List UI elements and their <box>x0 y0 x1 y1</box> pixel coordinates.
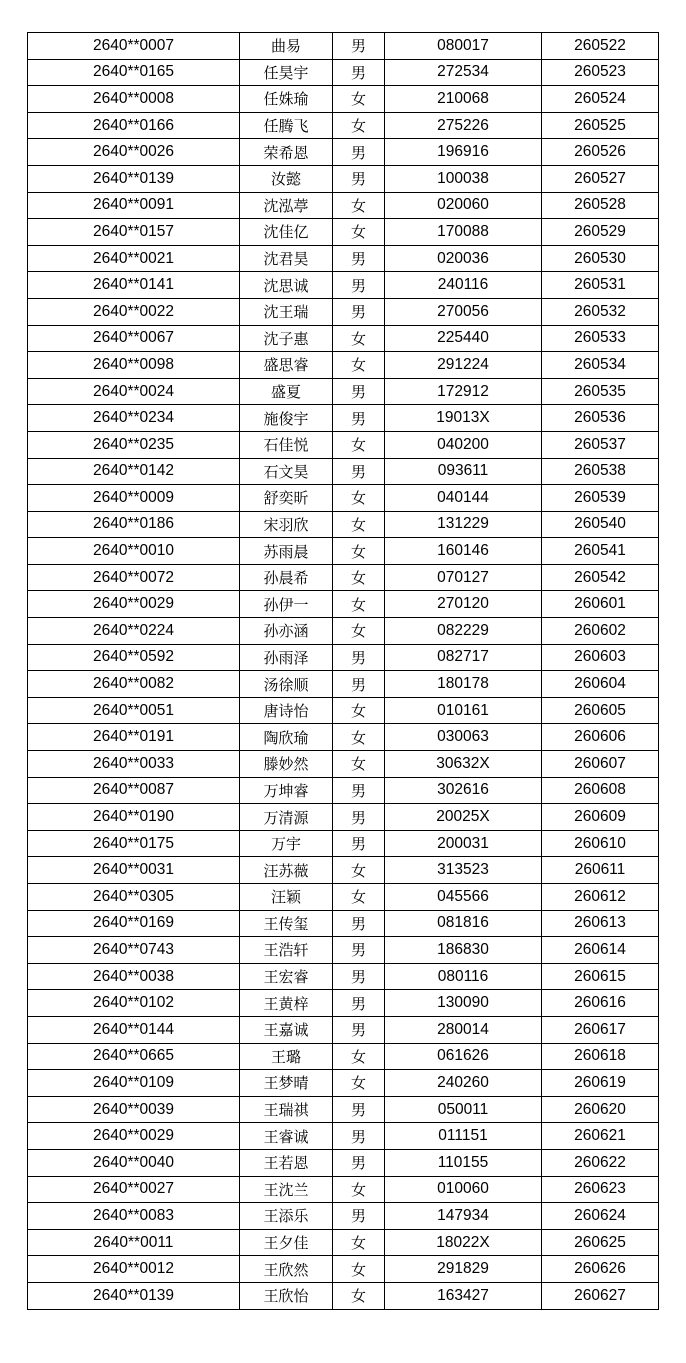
gender-cell: 女 <box>333 325 385 352</box>
id-suffix-cell: 080116 <box>385 963 542 990</box>
id-suffix-cell: 131229 <box>385 511 542 538</box>
id-suffix-cell: 061626 <box>385 1043 542 1070</box>
name-cell: 舒奕昕 <box>240 485 333 512</box>
code-cell: 260611 <box>542 857 659 884</box>
id-suffix-cell: 200031 <box>385 830 542 857</box>
table-row <box>28 405 659 432</box>
code-cell: 260605 <box>542 697 659 724</box>
masked-id-cell: 2640**0175 <box>28 830 240 857</box>
name-cell: 孙亦涵 <box>240 618 333 645</box>
code-cell: 260627 <box>542 1282 659 1309</box>
name-cell: 曲易 <box>240 33 333 60</box>
gender-cell: 男 <box>333 937 385 964</box>
masked-id-cell: 2640**0022 <box>28 298 240 325</box>
table-row <box>28 884 659 911</box>
roster-body <box>28 33 659 1310</box>
table-row <box>28 1229 659 1256</box>
table-row <box>28 538 659 565</box>
name-cell: 王沈兰 <box>240 1176 333 1203</box>
code-cell: 260534 <box>542 352 659 379</box>
masked-id-cell: 2640**0051 <box>28 697 240 724</box>
gender-cell: 男 <box>333 1203 385 1230</box>
table-row <box>28 751 659 778</box>
name-cell: 沈王瑞 <box>240 298 333 325</box>
name-cell: 汝懿 <box>240 165 333 192</box>
gender-cell: 女 <box>333 86 385 113</box>
id-suffix-cell: 100038 <box>385 165 542 192</box>
table-row <box>28 1043 659 1070</box>
id-suffix-cell: 19013X <box>385 405 542 432</box>
masked-id-cell: 2640**0139 <box>28 165 240 192</box>
gender-cell: 男 <box>333 644 385 671</box>
table-row <box>28 112 659 139</box>
id-suffix-cell: 272534 <box>385 59 542 86</box>
table-row <box>28 272 659 299</box>
table-row <box>28 192 659 219</box>
table-row <box>28 511 659 538</box>
table-row <box>28 564 659 591</box>
name-cell: 王瑞祺 <box>240 1096 333 1123</box>
id-suffix-cell: 040144 <box>385 485 542 512</box>
name-cell: 沈泓葶 <box>240 192 333 219</box>
id-suffix-cell: 210068 <box>385 86 542 113</box>
id-suffix-cell: 302616 <box>385 777 542 804</box>
table-row <box>28 671 659 698</box>
masked-id-cell: 2640**0027 <box>28 1176 240 1203</box>
table-row <box>28 1123 659 1150</box>
table-row <box>28 431 659 458</box>
name-cell: 沈思诚 <box>240 272 333 299</box>
code-cell: 260541 <box>542 538 659 565</box>
id-suffix-cell: 080017 <box>385 33 542 60</box>
gender-cell: 男 <box>333 59 385 86</box>
table-row <box>28 86 659 113</box>
masked-id-cell: 2640**0098 <box>28 352 240 379</box>
code-cell: 260536 <box>542 405 659 432</box>
code-cell: 260523 <box>542 59 659 86</box>
gender-cell: 女 <box>333 352 385 379</box>
code-cell: 260608 <box>542 777 659 804</box>
code-cell: 260527 <box>542 165 659 192</box>
gender-cell: 女 <box>333 1070 385 1097</box>
name-cell: 沈佳亿 <box>240 219 333 246</box>
code-cell: 260612 <box>542 884 659 911</box>
name-cell: 石佳悦 <box>240 431 333 458</box>
id-suffix-cell: 240260 <box>385 1070 542 1097</box>
gender-cell: 男 <box>333 378 385 405</box>
gender-cell: 男 <box>333 1096 385 1123</box>
code-cell: 260616 <box>542 990 659 1017</box>
masked-id-cell: 2640**0072 <box>28 564 240 591</box>
gender-cell: 男 <box>333 458 385 485</box>
gender-cell: 女 <box>333 192 385 219</box>
masked-id-cell: 2640**0038 <box>28 963 240 990</box>
masked-id-cell: 2640**0012 <box>28 1256 240 1283</box>
gender-cell: 男 <box>333 804 385 831</box>
gender-cell: 女 <box>333 538 385 565</box>
gender-cell: 男 <box>333 1149 385 1176</box>
masked-id-cell: 2640**0157 <box>28 219 240 246</box>
masked-id-cell: 2640**0008 <box>28 86 240 113</box>
name-cell: 孙伊一 <box>240 591 333 618</box>
name-cell: 王若恩 <box>240 1149 333 1176</box>
code-cell: 260617 <box>542 1016 659 1043</box>
id-suffix-cell: 082229 <box>385 618 542 645</box>
id-suffix-cell: 050011 <box>385 1096 542 1123</box>
gender-cell: 女 <box>333 618 385 645</box>
id-suffix-cell: 225440 <box>385 325 542 352</box>
name-cell: 盛夏 <box>240 378 333 405</box>
gender-cell: 女 <box>333 884 385 911</box>
name-cell: 万清源 <box>240 804 333 831</box>
gender-cell: 男 <box>333 245 385 272</box>
name-cell: 唐诗怡 <box>240 697 333 724</box>
gender-cell: 女 <box>333 112 385 139</box>
gender-cell: 男 <box>333 671 385 698</box>
table-row <box>28 458 659 485</box>
id-suffix-cell: 186830 <box>385 937 542 964</box>
code-cell: 260531 <box>542 272 659 299</box>
code-cell: 260603 <box>542 644 659 671</box>
table-row <box>28 910 659 937</box>
gender-cell: 男 <box>333 963 385 990</box>
id-suffix-cell: 240116 <box>385 272 542 299</box>
code-cell: 260615 <box>542 963 659 990</box>
masked-id-cell: 2640**0166 <box>28 112 240 139</box>
name-cell: 王浩轩 <box>240 937 333 964</box>
code-cell: 260526 <box>542 139 659 166</box>
masked-id-cell: 2640**0091 <box>28 192 240 219</box>
masked-id-cell: 2640**0142 <box>28 458 240 485</box>
table-row <box>28 1016 659 1043</box>
code-cell: 260624 <box>542 1203 659 1230</box>
name-cell: 任姝瑜 <box>240 86 333 113</box>
masked-id-cell: 2640**0235 <box>28 431 240 458</box>
roster-table <box>27 32 659 1310</box>
id-suffix-cell: 070127 <box>385 564 542 591</box>
table-row <box>28 1256 659 1283</box>
table-row <box>28 378 659 405</box>
masked-id-cell: 2640**0102 <box>28 990 240 1017</box>
masked-id-cell: 2640**0144 <box>28 1016 240 1043</box>
table-row <box>28 830 659 857</box>
id-suffix-cell: 313523 <box>385 857 542 884</box>
table-row <box>28 33 659 60</box>
masked-id-cell: 2640**0021 <box>28 245 240 272</box>
table-row <box>28 618 659 645</box>
id-suffix-cell: 011151 <box>385 1123 542 1150</box>
name-cell: 汤徐顺 <box>240 671 333 698</box>
id-suffix-cell: 040200 <box>385 431 542 458</box>
name-cell: 万宇 <box>240 830 333 857</box>
name-cell: 王传玺 <box>240 910 333 937</box>
masked-id-cell: 2640**0010 <box>28 538 240 565</box>
name-cell: 任昊宇 <box>240 59 333 86</box>
gender-cell: 女 <box>333 1229 385 1256</box>
code-cell: 260621 <box>542 1123 659 1150</box>
name-cell: 王夕佳 <box>240 1229 333 1256</box>
id-suffix-cell: 010060 <box>385 1176 542 1203</box>
code-cell: 260625 <box>542 1229 659 1256</box>
code-cell: 260602 <box>542 618 659 645</box>
name-cell: 王嘉诚 <box>240 1016 333 1043</box>
id-suffix-cell: 045566 <box>385 884 542 911</box>
id-suffix-cell: 20025X <box>385 804 542 831</box>
masked-id-cell: 2640**0083 <box>28 1203 240 1230</box>
id-suffix-cell: 196916 <box>385 139 542 166</box>
table-row <box>28 857 659 884</box>
code-cell: 260614 <box>542 937 659 964</box>
id-suffix-cell: 270056 <box>385 298 542 325</box>
code-cell: 260535 <box>542 378 659 405</box>
masked-id-cell: 2640**0169 <box>28 910 240 937</box>
table-row <box>28 937 659 964</box>
code-cell: 260538 <box>542 458 659 485</box>
gender-cell: 女 <box>333 1043 385 1070</box>
masked-id-cell: 2640**0087 <box>28 777 240 804</box>
code-cell: 260622 <box>542 1149 659 1176</box>
masked-id-cell: 2640**0067 <box>28 325 240 352</box>
masked-id-cell: 2640**0139 <box>28 1282 240 1309</box>
masked-id-cell: 2640**0191 <box>28 724 240 751</box>
id-suffix-cell: 18022X <box>385 1229 542 1256</box>
masked-id-cell: 2640**0592 <box>28 644 240 671</box>
code-cell: 260619 <box>542 1070 659 1097</box>
gender-cell: 男 <box>333 1123 385 1150</box>
table-row <box>28 139 659 166</box>
masked-id-cell: 2640**0039 <box>28 1096 240 1123</box>
code-cell: 260618 <box>542 1043 659 1070</box>
name-cell: 王黄梓 <box>240 990 333 1017</box>
name-cell: 王欣然 <box>240 1256 333 1283</box>
masked-id-cell: 2640**0040 <box>28 1149 240 1176</box>
table-row <box>28 990 659 1017</box>
table-row <box>28 1176 659 1203</box>
table-row <box>28 804 659 831</box>
code-cell: 260529 <box>542 219 659 246</box>
id-suffix-cell: 30632X <box>385 751 542 778</box>
table-row <box>28 298 659 325</box>
table-row <box>28 485 659 512</box>
masked-id-cell: 2640**0665 <box>28 1043 240 1070</box>
id-suffix-cell: 170088 <box>385 219 542 246</box>
name-cell: 陶欣瑜 <box>240 724 333 751</box>
gender-cell: 女 <box>333 431 385 458</box>
table-row <box>28 1149 659 1176</box>
id-suffix-cell: 081816 <box>385 910 542 937</box>
table-row <box>28 325 659 352</box>
table-row <box>28 1096 659 1123</box>
masked-id-cell: 2640**0026 <box>28 139 240 166</box>
table-row <box>28 777 659 804</box>
code-cell: 260607 <box>542 751 659 778</box>
masked-id-cell: 2640**0082 <box>28 671 240 698</box>
masked-id-cell: 2640**0743 <box>28 937 240 964</box>
name-cell: 孙雨泽 <box>240 644 333 671</box>
table-row <box>28 644 659 671</box>
gender-cell: 男 <box>333 830 385 857</box>
masked-id-cell: 2640**0109 <box>28 1070 240 1097</box>
table-row <box>28 1282 659 1309</box>
masked-id-cell: 2640**0305 <box>28 884 240 911</box>
name-cell: 施俊宇 <box>240 405 333 432</box>
code-cell: 260542 <box>542 564 659 591</box>
gender-cell: 男 <box>333 33 385 60</box>
masked-id-cell: 2640**0029 <box>28 591 240 618</box>
id-suffix-cell: 082717 <box>385 644 542 671</box>
gender-cell: 男 <box>333 777 385 804</box>
name-cell: 王宏睿 <box>240 963 333 990</box>
gender-cell: 女 <box>333 1176 385 1203</box>
name-cell: 石文昊 <box>240 458 333 485</box>
name-cell: 王梦晴 <box>240 1070 333 1097</box>
masked-id-cell: 2640**0009 <box>28 485 240 512</box>
table-row <box>28 1203 659 1230</box>
name-cell: 盛思睿 <box>240 352 333 379</box>
roster-sheet <box>27 32 658 1310</box>
name-cell: 王添乐 <box>240 1203 333 1230</box>
id-suffix-cell: 275226 <box>385 112 542 139</box>
id-suffix-cell: 180178 <box>385 671 542 698</box>
code-cell: 260620 <box>542 1096 659 1123</box>
id-suffix-cell: 172912 <box>385 378 542 405</box>
code-cell: 260609 <box>542 804 659 831</box>
gender-cell: 男 <box>333 298 385 325</box>
id-suffix-cell: 147934 <box>385 1203 542 1230</box>
masked-id-cell: 2640**0031 <box>28 857 240 884</box>
name-cell: 滕妙然 <box>240 751 333 778</box>
name-cell: 孙晨希 <box>240 564 333 591</box>
gender-cell: 男 <box>333 272 385 299</box>
table-row <box>28 59 659 86</box>
code-cell: 260604 <box>542 671 659 698</box>
gender-cell: 女 <box>333 1256 385 1283</box>
name-cell: 沈子惠 <box>240 325 333 352</box>
gender-cell: 女 <box>333 511 385 538</box>
name-cell: 王欣怡 <box>240 1282 333 1309</box>
code-cell: 260613 <box>542 910 659 937</box>
table-row <box>28 245 659 272</box>
code-cell: 260524 <box>542 86 659 113</box>
gender-cell: 男 <box>333 405 385 432</box>
code-cell: 260525 <box>542 112 659 139</box>
id-suffix-cell: 163427 <box>385 1282 542 1309</box>
name-cell: 王璐 <box>240 1043 333 1070</box>
masked-id-cell: 2640**0186 <box>28 511 240 538</box>
code-cell: 260540 <box>542 511 659 538</box>
gender-cell: 女 <box>333 219 385 246</box>
table-row <box>28 697 659 724</box>
name-cell: 沈君昊 <box>240 245 333 272</box>
code-cell: 260610 <box>542 830 659 857</box>
id-suffix-cell: 270120 <box>385 591 542 618</box>
gender-cell: 男 <box>333 910 385 937</box>
code-cell: 260528 <box>542 192 659 219</box>
id-suffix-cell: 130090 <box>385 990 542 1017</box>
masked-id-cell: 2640**0234 <box>28 405 240 432</box>
name-cell: 荣希恩 <box>240 139 333 166</box>
gender-cell: 女 <box>333 724 385 751</box>
gender-cell: 男 <box>333 139 385 166</box>
id-suffix-cell: 160146 <box>385 538 542 565</box>
id-suffix-cell: 291829 <box>385 1256 542 1283</box>
code-cell: 260539 <box>542 485 659 512</box>
code-cell: 260533 <box>542 325 659 352</box>
name-cell: 汪颖 <box>240 884 333 911</box>
code-cell: 260522 <box>542 33 659 60</box>
gender-cell: 男 <box>333 165 385 192</box>
gender-cell: 男 <box>333 1016 385 1043</box>
masked-id-cell: 2640**0029 <box>28 1123 240 1150</box>
name-cell: 宋羽欣 <box>240 511 333 538</box>
masked-id-cell: 2640**0190 <box>28 804 240 831</box>
name-cell: 苏雨晨 <box>240 538 333 565</box>
gender-cell: 男 <box>333 990 385 1017</box>
gender-cell: 女 <box>333 1282 385 1309</box>
name-cell: 任腾飞 <box>240 112 333 139</box>
id-suffix-cell: 280014 <box>385 1016 542 1043</box>
code-cell: 260626 <box>542 1256 659 1283</box>
gender-cell: 女 <box>333 697 385 724</box>
id-suffix-cell: 030063 <box>385 724 542 751</box>
name-cell: 汪苏薇 <box>240 857 333 884</box>
masked-id-cell: 2640**0007 <box>28 33 240 60</box>
code-cell: 260623 <box>542 1176 659 1203</box>
table-row <box>28 352 659 379</box>
name-cell: 万坤睿 <box>240 777 333 804</box>
id-suffix-cell: 020036 <box>385 245 542 272</box>
gender-cell: 女 <box>333 857 385 884</box>
id-suffix-cell: 093611 <box>385 458 542 485</box>
masked-id-cell: 2640**0024 <box>28 378 240 405</box>
name-cell: 王睿诚 <box>240 1123 333 1150</box>
gender-cell: 女 <box>333 485 385 512</box>
gender-cell: 女 <box>333 751 385 778</box>
code-cell: 260537 <box>542 431 659 458</box>
code-cell: 260601 <box>542 591 659 618</box>
table-row <box>28 1070 659 1097</box>
id-suffix-cell: 010161 <box>385 697 542 724</box>
masked-id-cell: 2640**0011 <box>28 1229 240 1256</box>
table-row <box>28 165 659 192</box>
id-suffix-cell: 020060 <box>385 192 542 219</box>
table-row <box>28 724 659 751</box>
table-row <box>28 591 659 618</box>
masked-id-cell: 2640**0224 <box>28 618 240 645</box>
gender-cell: 女 <box>333 591 385 618</box>
table-row <box>28 219 659 246</box>
masked-id-cell: 2640**0141 <box>28 272 240 299</box>
code-cell: 260606 <box>542 724 659 751</box>
code-cell: 260530 <box>542 245 659 272</box>
masked-id-cell: 2640**0033 <box>28 751 240 778</box>
masked-id-cell: 2640**0165 <box>28 59 240 86</box>
id-suffix-cell: 110155 <box>385 1149 542 1176</box>
gender-cell: 女 <box>333 564 385 591</box>
code-cell: 260532 <box>542 298 659 325</box>
id-suffix-cell: 291224 <box>385 352 542 379</box>
table-row <box>28 963 659 990</box>
